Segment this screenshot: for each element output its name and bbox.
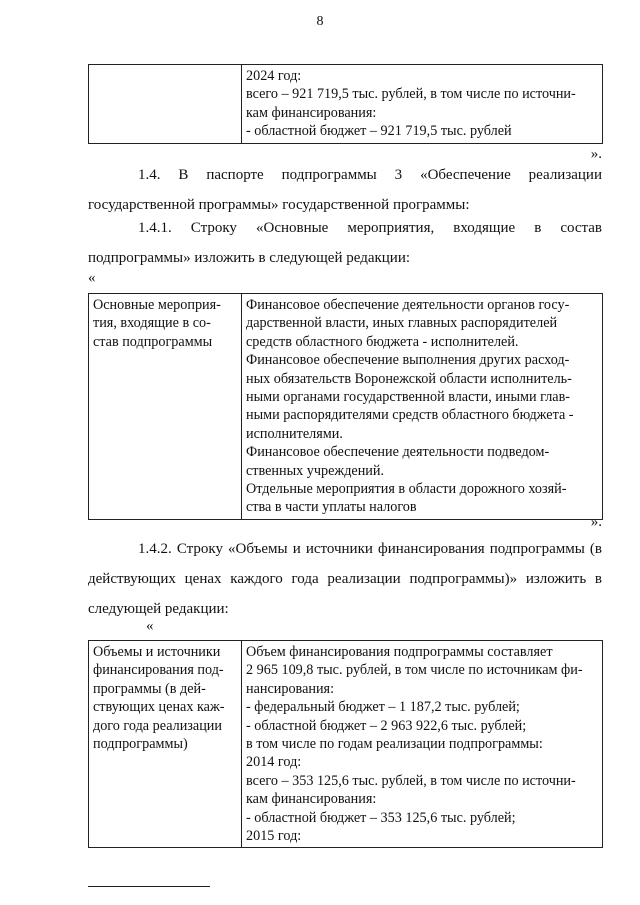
cell-line: 2015 год:	[246, 828, 302, 845]
cell-line: Объем финансирования подпрограммы составляет	[246, 644, 553, 660]
cell-line: 2024 год:	[246, 68, 302, 84]
cell-line: ствующих ценах каж-	[93, 699, 225, 716]
table-funding-volumes	[88, 640, 603, 848]
cell-line: дарственной власти, иных главных распорядителей	[246, 315, 558, 332]
table-cell-right	[242, 641, 603, 848]
cell-line: Финансовое обеспечение выполнения других расход-	[246, 352, 570, 369]
table-row	[89, 641, 603, 848]
table-cell-right	[242, 294, 603, 520]
table-row	[89, 294, 603, 520]
cell-line: финансирования под-	[93, 662, 224, 679]
table-funding-2024	[88, 64, 603, 144]
cell-line: Объемы и источники	[93, 644, 221, 660]
cell-line: нансирования:	[246, 680, 335, 697]
cell-line: кам финансирования:	[246, 791, 377, 808]
table-cell-left	[89, 294, 242, 520]
footnote-rule	[88, 886, 210, 887]
cell-line: тия, входящие в со-	[93, 315, 211, 332]
cell-line: ными органами государственной власти, иными глав-	[246, 389, 571, 406]
cell-line: ства в части уплаты налогов	[246, 499, 417, 516]
closing-quote: ».	[590, 514, 602, 530]
cell-line: в том числе по годам реализации подпрограммы:	[246, 736, 543, 753]
cell-line: став подпрограммы	[93, 333, 213, 350]
cell-line: ных обязательств Воронежской области исполнитель-	[246, 370, 572, 387]
cell-line: подпрограммы)	[93, 736, 188, 753]
paragraph-1-4-1: 1.4.1. Строку «Основные мероприятия, входящие в состав подпрограммы» изложить в следующей редакции:	[88, 220, 602, 266]
table-row	[89, 65, 603, 144]
opening-quote: «	[146, 618, 154, 634]
table-cell-left	[89, 65, 242, 144]
cell-line: Финансовое обеспечение деятельности органов госу-	[246, 297, 570, 313]
cell-line: - областной бюджет – 353 125,6 тыс. рублей;	[246, 809, 516, 826]
cell-line: Отдельные мероприятия в области дорожного хозяй-	[246, 481, 567, 498]
table-cell-left	[89, 641, 242, 848]
cell-line: исполнителями.	[246, 425, 343, 442]
cell-line: - областной бюджет – 921 719,5 тыс. рублей	[246, 123, 512, 140]
closing-quote: ».	[590, 146, 602, 162]
cell-line: ными распорядителями средств областного бюджета -	[246, 407, 574, 424]
cell-line: ственных учреждений.	[246, 462, 385, 479]
page-number: 8	[316, 14, 324, 29]
paragraph-1-4: 1.4. В паспорте подпрограммы 3 «Обеспечение реализации государственной программы» государственной программы:	[88, 167, 602, 213]
cell-line: всего – 921 719,5 тыс. рублей, в том числе по источни-	[246, 86, 576, 103]
opening-quote: «	[88, 270, 96, 286]
cell-line: 2 965 109,8 тыс. рублей, в том числе по источникам фи-	[246, 662, 583, 679]
paragraph-1-4-2: 1.4.2. Строку «Объемы и источники финансирования подпрограммы (в действующих ценах каждого года реализации подпрограммы)» изложить в следующей редакции:	[88, 541, 602, 617]
cell-line: 2014 год:	[246, 754, 302, 771]
cell-line: Финансовое обеспечение деятельности подведом-	[246, 444, 550, 461]
cell-line: дого года реализации	[93, 717, 222, 734]
table-cell-right	[242, 65, 603, 144]
cell-line: программы (в дей-	[93, 680, 206, 697]
cell-line: всего – 353 125,6 тыс. рублей, в том числе по источни-	[246, 772, 576, 789]
cell-line: средств областного бюджета - исполнителей.	[246, 333, 519, 350]
cell-line: кам финансирования:	[246, 104, 377, 121]
cell-line: - федеральный бюджет – 1 187,2 тыс. рублей;	[246, 699, 520, 716]
cell-line: Основные мероприя-	[93, 297, 221, 313]
table-main-activities	[88, 293, 603, 520]
cell-line: - областной бюджет – 2 963 922,6 тыс. рублей;	[246, 717, 527, 734]
